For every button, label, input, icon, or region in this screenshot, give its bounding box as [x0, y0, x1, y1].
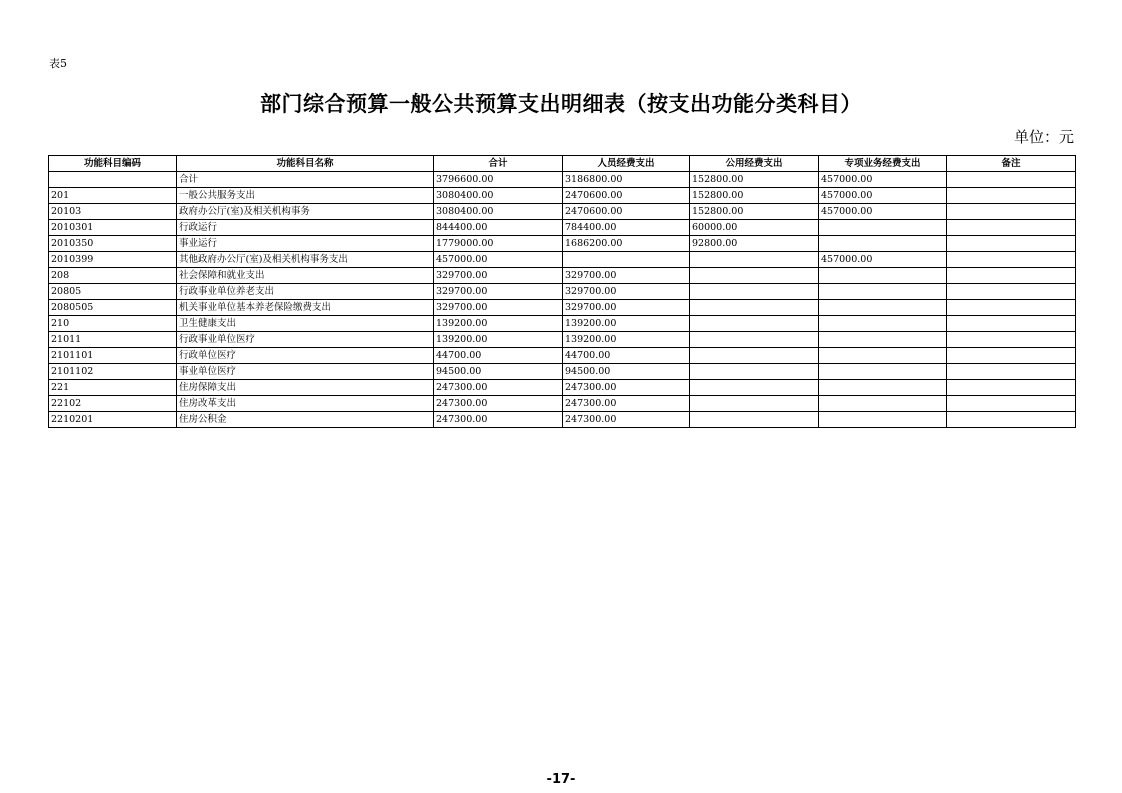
- cell-public: 92800.00: [690, 236, 819, 252]
- cell-note: [947, 204, 1076, 220]
- cell-public: [690, 364, 819, 380]
- cell-personnel: [563, 252, 690, 268]
- cell-note: [947, 252, 1076, 268]
- cell-name: 住房公积金: [177, 412, 434, 428]
- table-row: [49, 236, 1076, 252]
- cell-name: 住房改革支出: [177, 396, 434, 412]
- cell-note: [947, 332, 1076, 348]
- cell-public: 152800.00: [690, 172, 819, 188]
- table-row: [49, 380, 1076, 396]
- cell-special: [819, 380, 947, 396]
- cell-note: [947, 412, 1076, 428]
- cell-personnel: 1686200.00: [563, 236, 690, 252]
- cell-name: 社会保障和就业支出: [177, 268, 434, 284]
- table-row: [49, 332, 1076, 348]
- cell-name: 事业单位医疗: [177, 364, 434, 380]
- header-total: 合计: [434, 156, 563, 172]
- cell-personnel: 247300.00: [563, 412, 690, 428]
- cell-personnel: 329700.00: [563, 300, 690, 316]
- cell-public: [690, 348, 819, 364]
- cell-note: [947, 396, 1076, 412]
- table-row: [49, 204, 1076, 220]
- cell-total: 329700.00: [434, 284, 563, 300]
- cell-total: 247300.00: [434, 412, 563, 428]
- cell-public: [690, 412, 819, 428]
- cell-public: [690, 268, 819, 284]
- cell-special: [819, 396, 947, 412]
- cell-personnel: 784400.00: [563, 220, 690, 236]
- cell-code: 2101102: [49, 364, 177, 380]
- cell-special: [819, 236, 947, 252]
- table-row: [49, 364, 1076, 380]
- cell-total: 94500.00: [434, 364, 563, 380]
- cell-note: [947, 284, 1076, 300]
- cell-code: 2101101: [49, 348, 177, 364]
- cell-public: [690, 284, 819, 300]
- cell-note: [947, 268, 1076, 284]
- cell-code: 2010301: [49, 220, 177, 236]
- cell-public: [690, 396, 819, 412]
- cell-code: 208: [49, 268, 177, 284]
- table-body: [49, 172, 1076, 428]
- cell-special: [819, 220, 947, 236]
- cell-public: [690, 380, 819, 396]
- cell-note: [947, 236, 1076, 252]
- cell-name: 合计: [177, 172, 434, 188]
- cell-total: 3080400.00: [434, 204, 563, 220]
- cell-code: 2080505: [49, 300, 177, 316]
- cell-public: 152800.00: [690, 204, 819, 220]
- cell-personnel: 3186800.00: [563, 172, 690, 188]
- cell-total: 247300.00: [434, 396, 563, 412]
- cell-total: 3796600.00: [434, 172, 563, 188]
- header-name: 功能科目名称: [177, 156, 434, 172]
- cell-special: [819, 364, 947, 380]
- table-row: [49, 348, 1076, 364]
- table-row: [49, 220, 1076, 236]
- table-row: [49, 300, 1076, 316]
- table-row: [49, 316, 1076, 332]
- cell-code: 201: [49, 188, 177, 204]
- cell-note: [947, 348, 1076, 364]
- table-row: [49, 284, 1076, 300]
- header-public: 公用经费支出: [690, 156, 819, 172]
- cell-note: [947, 188, 1076, 204]
- budget-table: [48, 155, 1076, 428]
- cell-code: [49, 172, 177, 188]
- cell-total: 329700.00: [434, 300, 563, 316]
- cell-name: 卫生健康支出: [177, 316, 434, 332]
- unit-label: 单位：元: [1013, 128, 1074, 146]
- cell-personnel: 2470600.00: [563, 188, 690, 204]
- cell-special: [819, 300, 947, 316]
- cell-public: [690, 316, 819, 332]
- cell-public: [690, 332, 819, 348]
- cell-public: 152800.00: [690, 188, 819, 204]
- page-number: -17-: [546, 772, 576, 787]
- header-note: 备注: [947, 156, 1076, 172]
- cell-personnel: 247300.00: [563, 396, 690, 412]
- cell-total: 139200.00: [434, 316, 563, 332]
- cell-total: 247300.00: [434, 380, 563, 396]
- cell-special: [819, 284, 947, 300]
- table-header-row: [49, 156, 1076, 172]
- table-row: [49, 252, 1076, 268]
- cell-note: [947, 380, 1076, 396]
- cell-total: 3080400.00: [434, 188, 563, 204]
- cell-code: 2210201: [49, 412, 177, 428]
- table-row: [49, 188, 1076, 204]
- cell-total: 1779000.00: [434, 236, 563, 252]
- cell-code: 221: [49, 380, 177, 396]
- cell-code: 21011: [49, 332, 177, 348]
- cell-note: [947, 172, 1076, 188]
- cell-name: 机关事业单位基本养老保险缴费支出: [177, 300, 434, 316]
- cell-note: [947, 220, 1076, 236]
- cell-note: [947, 300, 1076, 316]
- cell-personnel: 139200.00: [563, 316, 690, 332]
- cell-code: 20805: [49, 284, 177, 300]
- cell-code: 2010350: [49, 236, 177, 252]
- cell-public: [690, 252, 819, 268]
- cell-total: 139200.00: [434, 332, 563, 348]
- table-row: [49, 172, 1076, 188]
- cell-total: 329700.00: [434, 268, 563, 284]
- cell-total: 844400.00: [434, 220, 563, 236]
- page-title: 部门综合预算一般公共预算支出明细表（按支出功能分类科目）: [260, 92, 862, 116]
- cell-special: 457000.00: [819, 204, 947, 220]
- header-personnel: 人员经费支出: [563, 156, 690, 172]
- cell-special: [819, 348, 947, 364]
- cell-special: [819, 316, 947, 332]
- cell-total: 44700.00: [434, 348, 563, 364]
- cell-personnel: 44700.00: [563, 348, 690, 364]
- table-row: [49, 268, 1076, 284]
- cell-name: 其他政府办公厅(室)及相关机构事务支出: [177, 252, 434, 268]
- cell-public: [690, 300, 819, 316]
- cell-name: 行政运行: [177, 220, 434, 236]
- cell-name: 事业运行: [177, 236, 434, 252]
- cell-note: [947, 364, 1076, 380]
- cell-note: [947, 316, 1076, 332]
- cell-special: [819, 268, 947, 284]
- header-special: 专项业务经费支出: [819, 156, 947, 172]
- cell-name: 行政事业单位医疗: [177, 332, 434, 348]
- header-code: 功能科目编码: [49, 156, 177, 172]
- cell-special: [819, 412, 947, 428]
- cell-personnel: 329700.00: [563, 284, 690, 300]
- cell-name: 政府办公厅(室)及相关机构事务: [177, 204, 434, 220]
- cell-name: 行政单位医疗: [177, 348, 434, 364]
- cell-name: 住房保障支出: [177, 380, 434, 396]
- table-row: [49, 396, 1076, 412]
- cell-name: 一般公共服务支出: [177, 188, 434, 204]
- cell-code: 2010399: [49, 252, 177, 268]
- cell-code: 20103: [49, 204, 177, 220]
- cell-special: 457000.00: [819, 188, 947, 204]
- table-number-label: 表5: [49, 57, 67, 70]
- cell-personnel: 139200.00: [563, 332, 690, 348]
- cell-special: [819, 332, 947, 348]
- cell-personnel: 94500.00: [563, 364, 690, 380]
- cell-name: 行政事业单位养老支出: [177, 284, 434, 300]
- cell-code: 22102: [49, 396, 177, 412]
- cell-public: 60000.00: [690, 220, 819, 236]
- cell-code: 210: [49, 316, 177, 332]
- cell-personnel: 247300.00: [563, 380, 690, 396]
- cell-total: 457000.00: [434, 252, 563, 268]
- cell-special: 457000.00: [819, 172, 947, 188]
- cell-personnel: 2470600.00: [563, 204, 690, 220]
- cell-special: 457000.00: [819, 252, 947, 268]
- cell-personnel: 329700.00: [563, 268, 690, 284]
- table-row: [49, 412, 1076, 428]
